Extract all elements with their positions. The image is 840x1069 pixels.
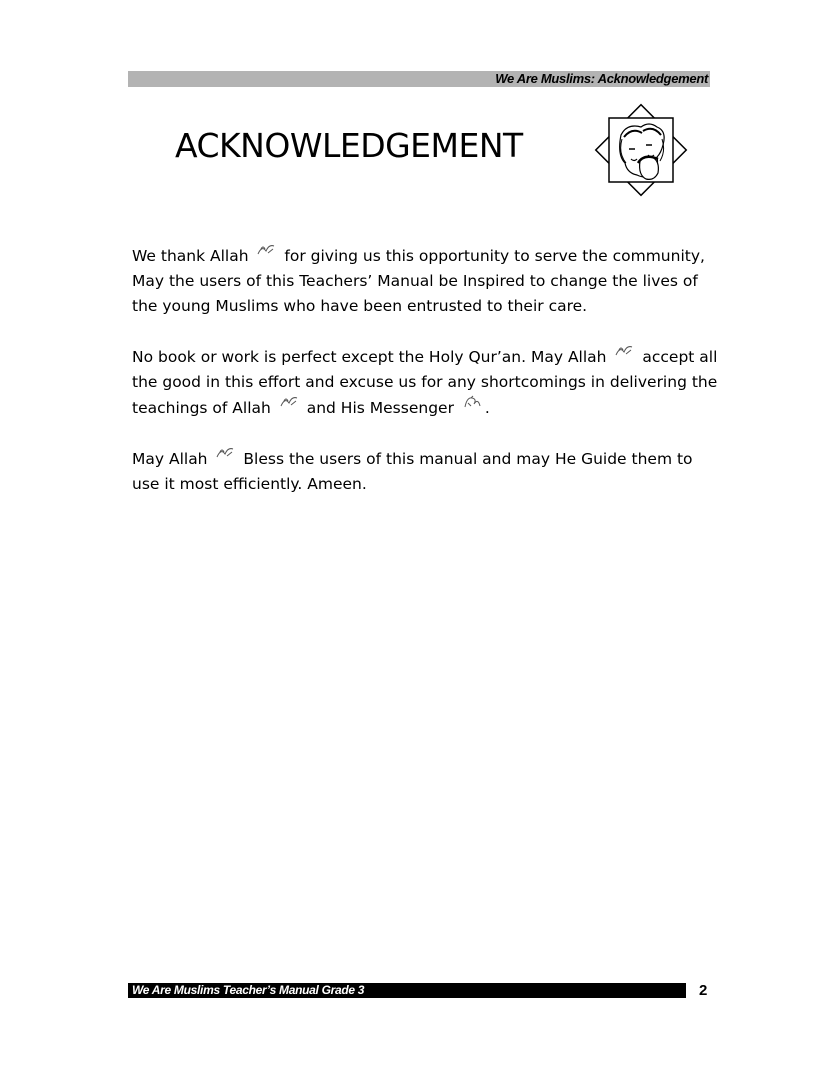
- footer-title: We Are Muslims Teacher’s Manual Grade 3: [132, 983, 365, 997]
- paragraph-1-text-2: for giving us this opportunity to serve the community, May the users of this Teachers’ Manual be Inspired to change the lives of the young Muslims who have been entrusted to their care.: [132, 247, 705, 315]
- paragraph-2-text-2: accept all the good in this effort and excuse us for any shortcomings in delivering the teachings of Allah: [132, 348, 718, 417]
- paragraph-3-text-2: Bless the users of this manual and may He Guide them to use it most efficiently. Ameen.: [132, 450, 693, 493]
- page-number: 2: [699, 982, 708, 999]
- header-bar: [128, 71, 710, 87]
- paragraph-2: [132, 344, 722, 421]
- footer-bar: [128, 983, 686, 998]
- running-header: We Are Muslims: Acknowledgement: [495, 71, 708, 86]
- acknowledgement-body: [132, 243, 722, 522]
- page-title: ACKNOWLEDGEMENT: [175, 126, 523, 165]
- paragraph-1: [132, 243, 722, 319]
- paragraph-3: [132, 446, 722, 497]
- paragraph-2-text-3: and His Messenger: [306, 399, 454, 417]
- paragraph-2-text-1: No book or work is perfect except the Holy Qur’an. May Allah: [132, 348, 607, 366]
- salawat-calligraphy-icon: [462, 395, 482, 409]
- honorific-calligraphy-icon: [256, 243, 276, 257]
- honorific-calligraphy-icon: [279, 395, 299, 409]
- paragraph-3-text-1: May Allah: [132, 450, 208, 468]
- honorific-calligraphy-icon: [215, 446, 235, 460]
- honorific-calligraphy-icon: [614, 344, 634, 358]
- paragraph-2-text-4: .: [484, 399, 490, 417]
- paragraph-1-text-1: We thank Allah: [132, 247, 249, 265]
- children-star-emblem-icon: [588, 101, 694, 199]
